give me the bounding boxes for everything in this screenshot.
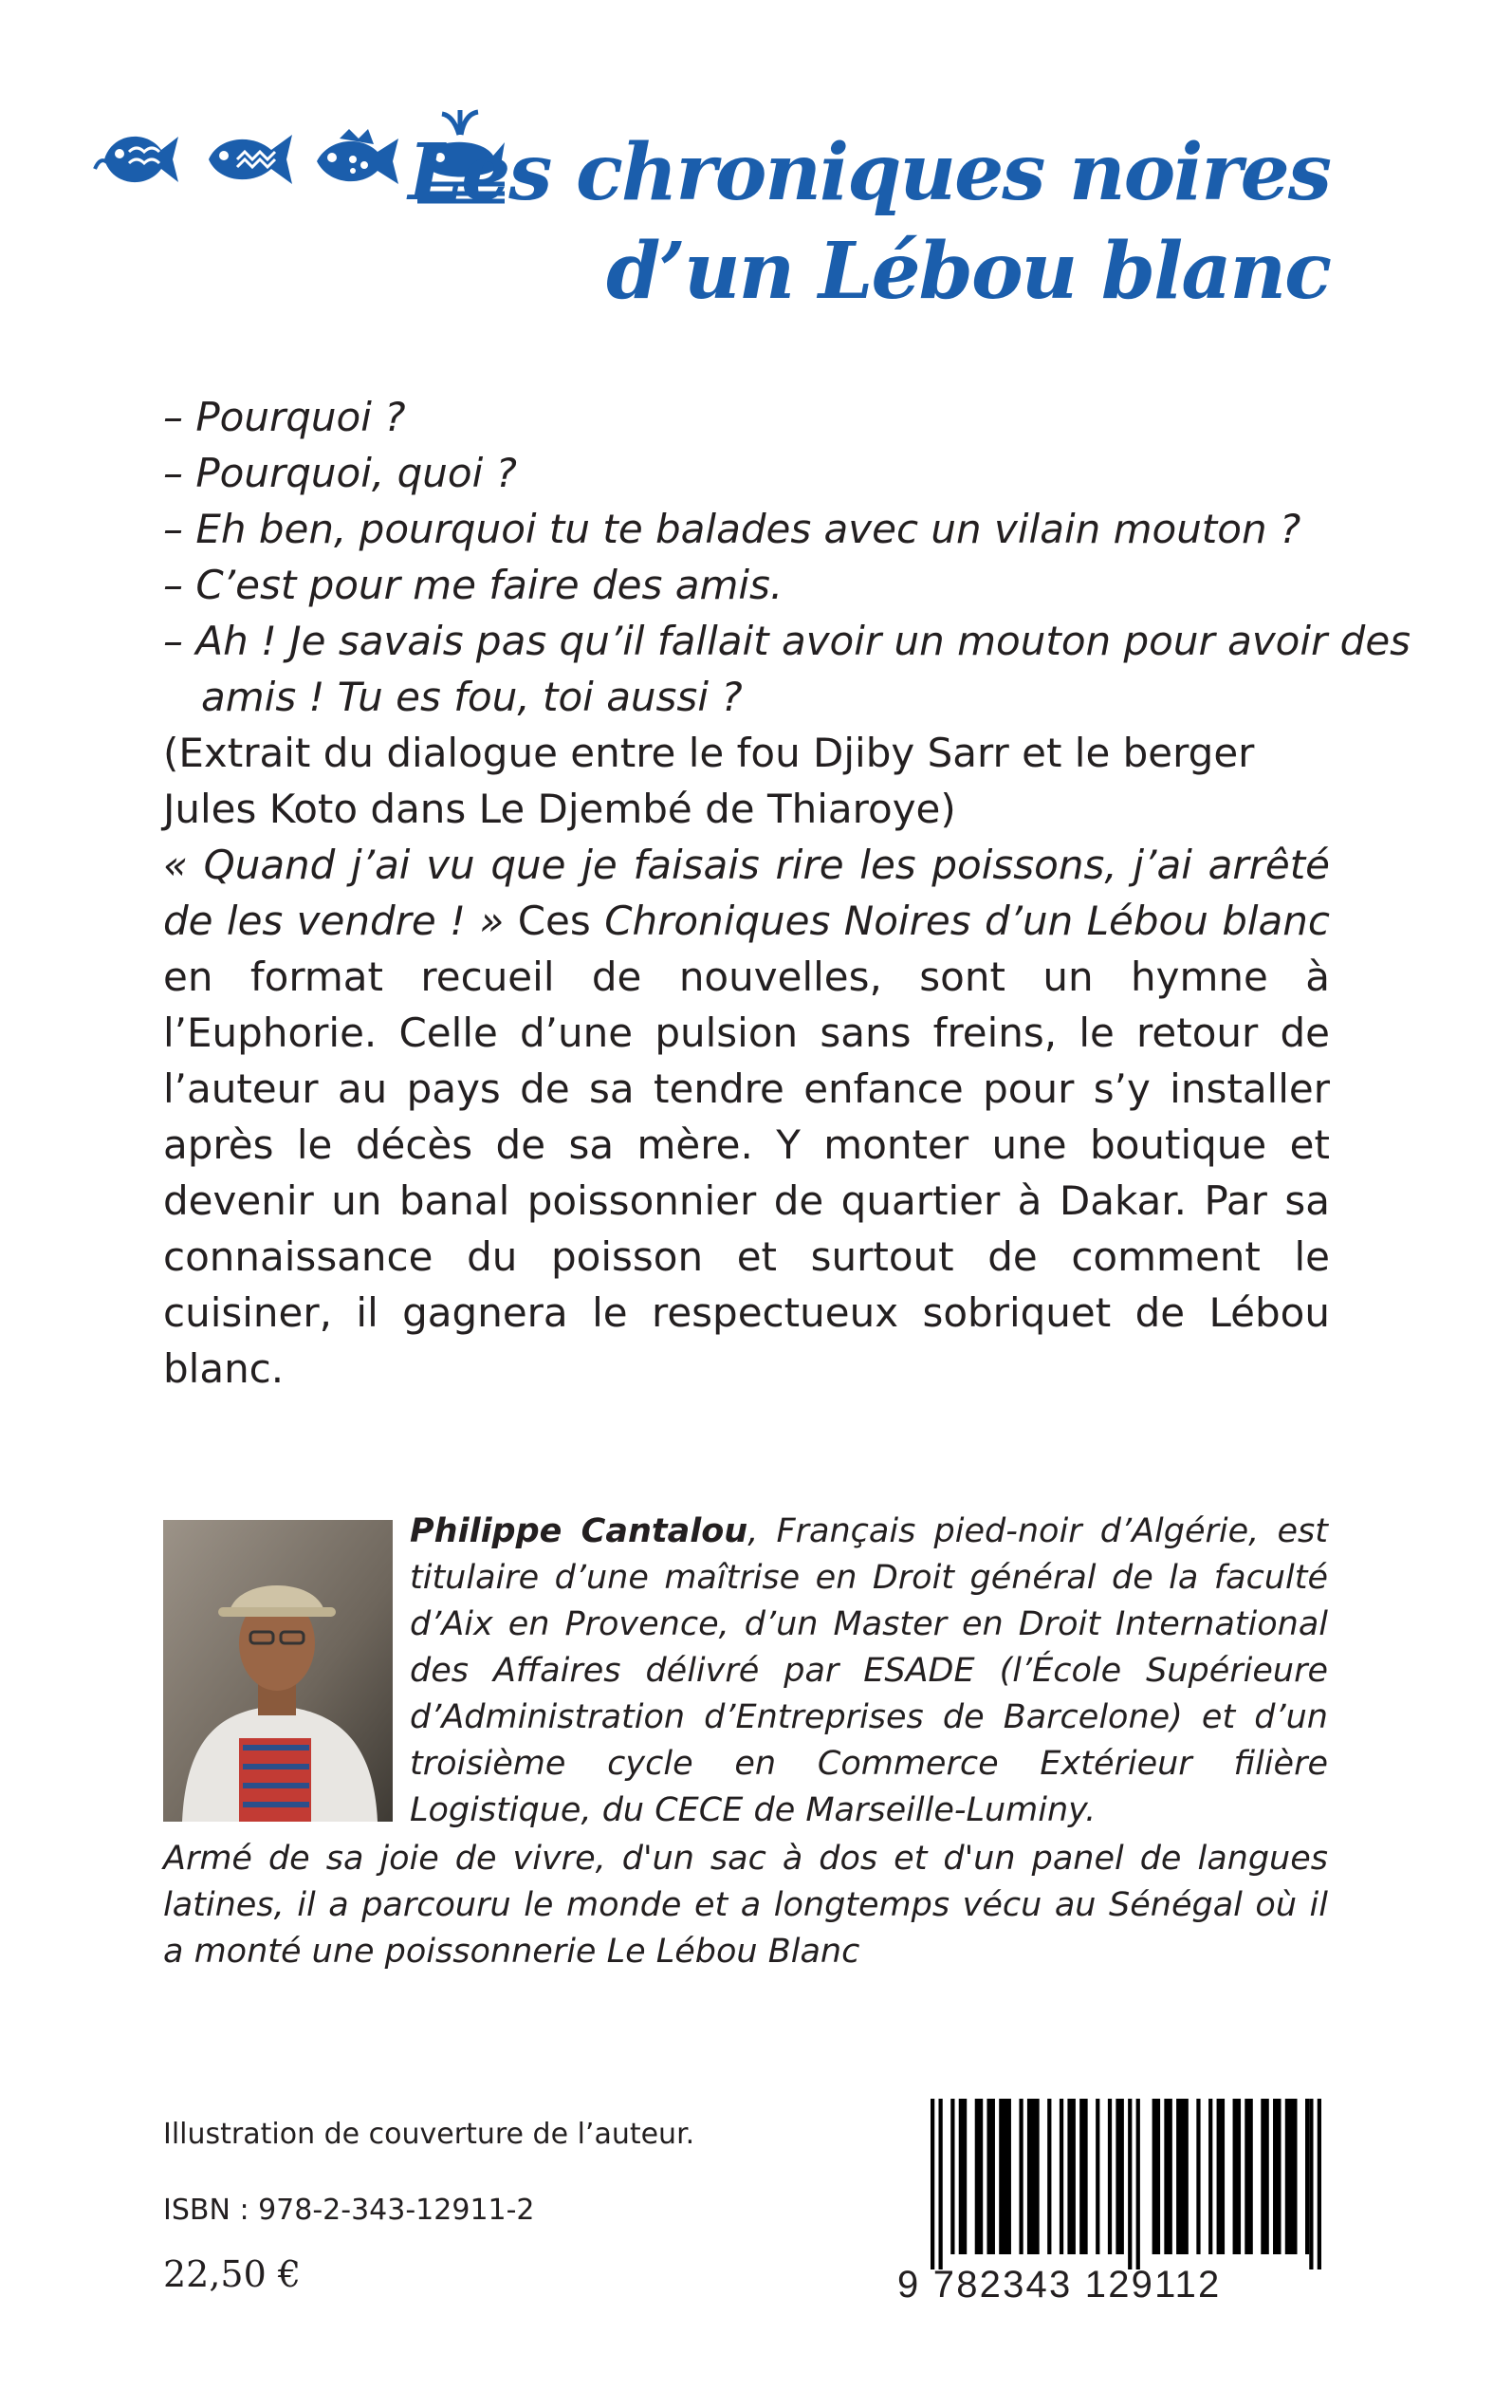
barcode-bars [931,2099,1321,2269]
fish-icon [91,121,182,197]
dialogue-line: – Pourquoi, quoi ? [163,450,517,496]
book-title [408,123,1330,321]
author-bio-2: Armé de sa joie de vivre, d'un sac à dos et d'un panel de langues latines, il a parcouru le monde et a longtemps vécu au Sénégal où il a monté une poissonnerie Le Lébou Blanc [163,1840,1328,1971]
author-photo [163,1520,393,1822]
extract-note-line-1: (Extrait du dialogue entre le fou Djiby Sarr et le berger [163,730,1255,776]
summary-text: en format recueil de nouvelles, sont un hymne à l’Euphorie. Celle d’une pulsion sans freins, le retour de l’auteur au pays de sa tendre enfance pour s’y installer après le décès de sa mère. Y monter une boutique et devenir un banal poissonnier de quartier à Dakar. Par sa connaissance du poisson et surtout de comment le cuisiner, il gagnera le respectueux sobriquet de Lébou blanc. [163,954,1330,1392]
cover-illustration-credit: Illustration de couverture de l’auteur. [163,2118,695,2151]
extract-note-line-2: Jules Koto dans Le Djembé de Thiaroye) [163,786,956,832]
summary-paragraph [163,837,1330,1397]
author-name: Philippe Cantalou [410,1512,748,1550]
fish-icon [311,121,402,197]
summary-book-title: Chroniques Noires d’un Lébou blanc [604,898,1330,944]
dialogue-line: – Pourquoi ? [163,394,406,440]
dialogue-line: – Eh ben, pourquoi tu te balades avec un vilain mouton ? [163,506,1301,552]
author-bio [410,1509,1328,1834]
back-cover-text [163,389,1411,1397]
price: 22,50 € [163,2253,302,2295]
barcode-digits: 9 782343 129112 [897,2264,1222,2306]
barcode [897,2099,1326,2321]
dialogue-line: – C’est pour me faire des amis. [163,562,784,608]
dialogue-line: amis ! Tu es fou, toi aussi ? [201,674,743,720]
isbn: ISBN : 978-2-343-12911-2 [163,2194,535,2227]
book-title-line-2: d’un Lébou blanc [606,226,1330,317]
fish-icon [201,121,296,197]
author-bio-text: , Français pied-noir d’Algérie, est titulaire d’une maîtrise en Droit général de la faculté d’Aix en Provence, d’un Master en Droit International des Affaires délivré par ESADE (l’École Supérieure d’Administration d’Entreprises de Barcelone) et d’un troisième cycle en Commerce Extérieur filière Logistique, du CECE de Marseille-Luminy. [410,1512,1328,1829]
dialogue-line: – Ah ! Je savais pas qu’il fallait avoir un mouton pour avoir des [163,618,1411,664]
book-title-line-1: Les chroniques noires [408,127,1330,218]
author-quote: « Quand j’ai vu que je faisais rire les poissons, j’ai arrêté de les vendre ! » [163,842,1330,944]
summary-lead: Ces [517,898,591,944]
